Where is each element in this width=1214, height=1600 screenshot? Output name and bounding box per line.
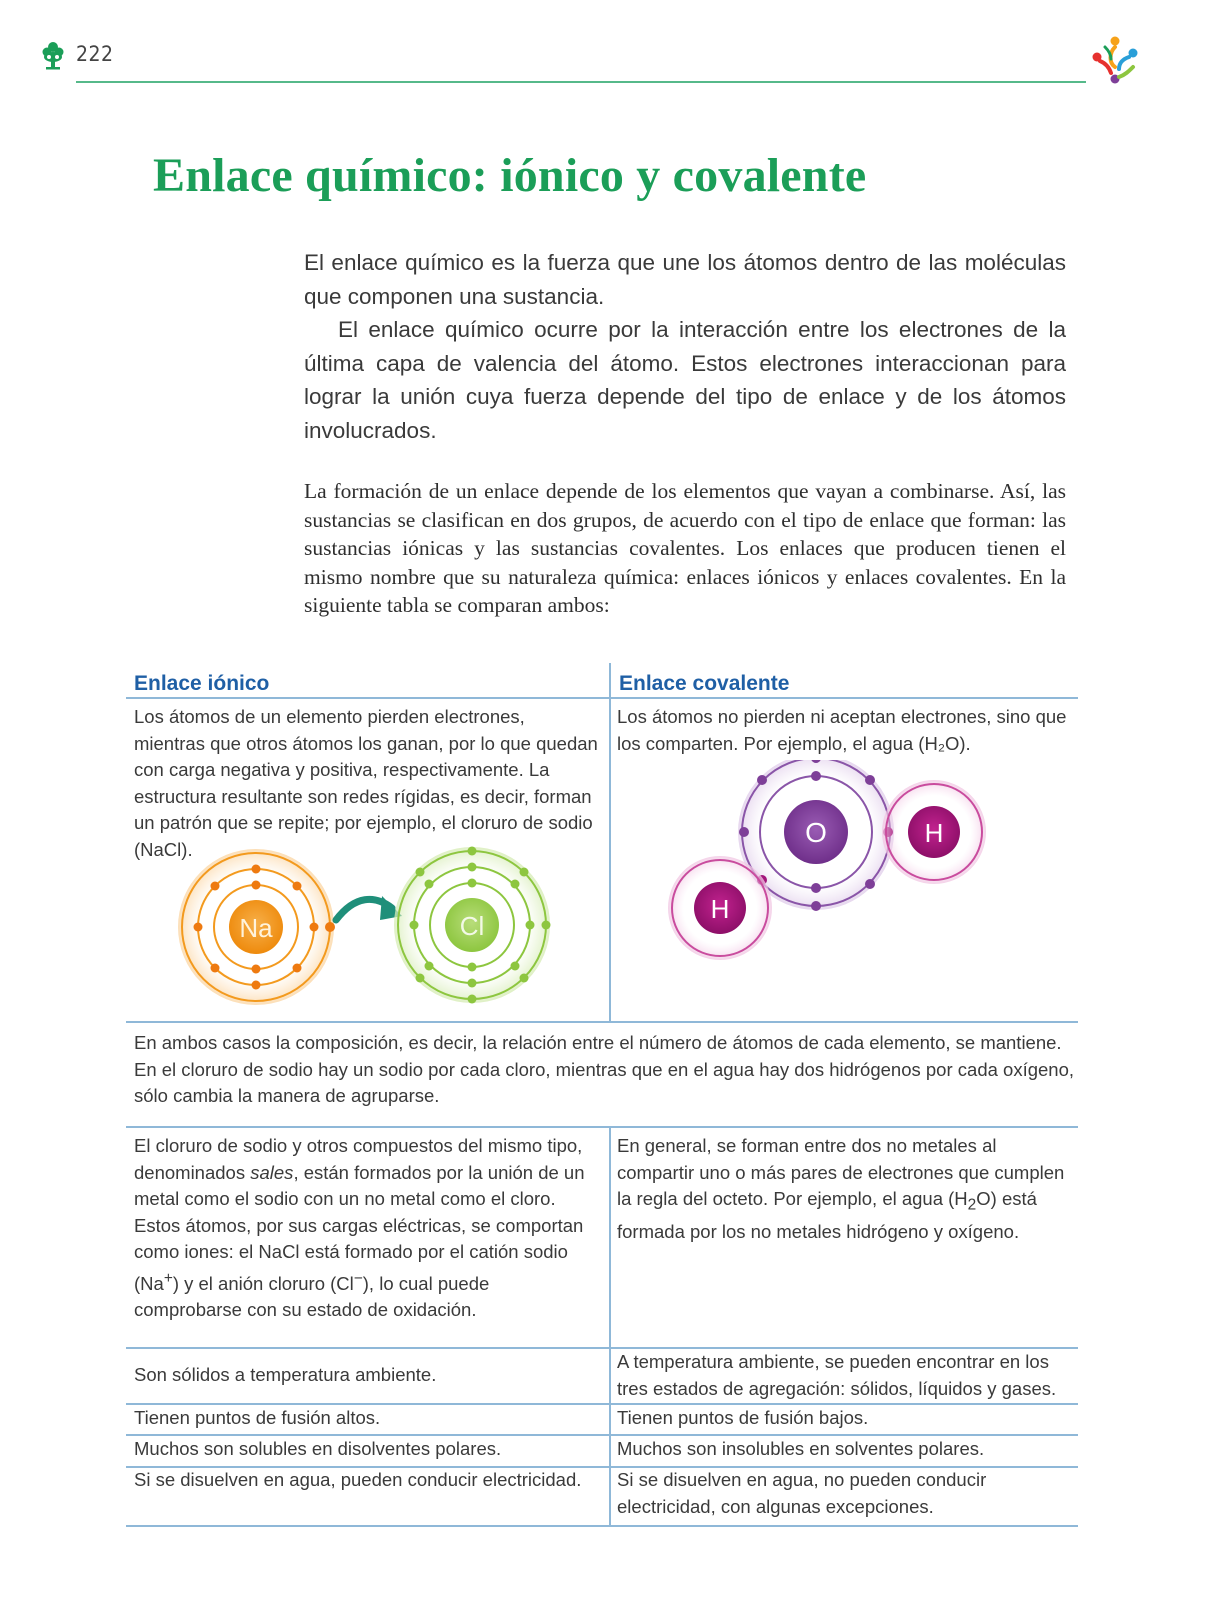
- water-molecule-diagram: [660, 760, 1000, 985]
- oxygen-label: O: [805, 817, 827, 848]
- ionic-formation: [134, 1133, 599, 1324]
- ionic-solubility: Muchos son solubles en disolventes polares.: [134, 1438, 502, 1459]
- text-span: ) y el anión cloruro (Cl: [172, 1272, 354, 1294]
- hydrogen-atom-left: [668, 856, 772, 960]
- table-row-rule: [126, 1021, 1078, 1023]
- intro-paragraph-1: El enlace químico es la fuerza que une los átomos dentro de las moléculas que componen una sustancia.: [304, 250, 1066, 309]
- text-span: , están formados por la unión de un metal como el sodio con un no metal como el cloro.: [134, 1161, 585, 1209]
- covalent-solubility: Muchos son insolubles en solventes polares.: [617, 1438, 985, 1459]
- superscript: −: [353, 1269, 363, 1287]
- page-title: Enlace químico: iónico y covalente: [153, 149, 867, 202]
- sodium-chloride-diagram: [170, 840, 600, 1015]
- sodium-atom: [178, 849, 335, 1005]
- column-header-covalent: Enlace covalente: [619, 672, 790, 695]
- page-header: [0, 0, 1214, 100]
- covalent-formation: [617, 1133, 1072, 1246]
- text-span: Estos átomos, por sus cargas eléctricas, se comportan como iones: el NaCl está formado por el catión sodio (Na: [134, 1214, 584, 1294]
- column-header-ionic: Enlace iónico: [134, 672, 270, 695]
- lead-paragraph: La formación de un enlace depende de los elementos que vayan a combinarse. Así, las sustancias se clasifican en dos grupos, de acuerdo con el tipo de enlace que forman: las sustancias iónicas y las sustancias covalentes. Los enlaces que producen tienen el mismo nombre que su naturaleza química: enlaces iónicos y enlaces covalentes. En la siguiente tabla se comparan ambos:: [304, 479, 1066, 617]
- text-span: En general, se forman entre dos no metales al compartir uno o más pares de electrones que cumplen la regla del octeto. Por ejemplo, el agua (H: [617, 1135, 1065, 1209]
- text-span: ), lo cual puede comprobarse con su estado de oxidación.: [134, 1272, 490, 1321]
- text-span: O) está formada por los no metales hidrógeno y oxígeno.: [617, 1188, 1037, 1243]
- ionic-definition: Los átomos de un elemento pierden electrones, mientras que otros átomos los ganan, por lo que quedan con carga negativa y positiva, respectivamente. La estructura resultante son redes rígidas, es decir, forman un patrón que se repite; por ejemplo, el cloruro de sodio (NaCl).: [134, 706, 598, 860]
- ionic-state: Son sólidos a temperatura ambiente.: [134, 1364, 437, 1385]
- emphasis-sales: sales: [250, 1161, 294, 1183]
- hydrogen-label: H: [924, 818, 944, 848]
- ionic-conductivity: Si se disuelven en agua, pueden conducir electricidad.: [134, 1469, 582, 1490]
- text-span: El cloruro de sodio y otros compuestos del mismo tipo, denominados: [134, 1135, 583, 1183]
- chlorine-atom: [394, 847, 551, 1004]
- table-column-divider: [609, 663, 611, 1021]
- covalent-conductivity: Si se disuelven en agua, no pueden conducir electricidad, con algunas excepciones.: [617, 1469, 987, 1517]
- shared-composition-note: En ambos casos la composición, es decir, la relación entre el número de átomos de cada elemento, se mantiene. En el cloruro de sodio hay un sodio por cada cloro, mientras que en el agua hay dos hidrógenos por cada oxígeno, sólo cambia la manera de agruparse.: [134, 1032, 1075, 1106]
- intro-paragraph-2: El enlace químico ocurre por la interacción entre los electrones de la última capa de valencia del átomo. Estos electrones interaccionan para lograr la unión cuya fuerza depende del tipo de enlace y de los átomos involucrados.: [304, 317, 1066, 443]
- subscript: 2: [967, 1196, 977, 1214]
- covalent-state: A temperatura ambiente, se pueden encontrar en los tres estados de agregación: sólidos, líquidos y gases.: [617, 1351, 1057, 1399]
- header-rule: [76, 81, 1086, 83]
- hydrogen-label: H: [710, 894, 730, 924]
- sodium-label: Na: [239, 913, 273, 943]
- hydrogen-atom-right: [882, 780, 986, 884]
- ionic-melting-point: Tienen puntos de fusión altos.: [134, 1407, 381, 1428]
- table-header-rule: [126, 697, 1078, 699]
- intro-text: [304, 246, 1066, 447]
- covalent-melting-point: Tienen puntos de fusión bajos.: [617, 1407, 869, 1428]
- colorful-figures-logo-icon: [1089, 33, 1141, 85]
- page-number: 222: [76, 42, 114, 66]
- chlorine-label: Cl: [459, 911, 485, 941]
- superscript: +: [163, 1269, 173, 1287]
- table-bottom-rule: [126, 1525, 1078, 1527]
- table-row-rule: [126, 1126, 1078, 1128]
- plant-emblem-icon: [40, 40, 66, 70]
- covalent-definition: Los átomos no pierden ni aceptan electrones, sino que los comparten. Por ejemplo, el agua (H₂O).: [617, 706, 1067, 754]
